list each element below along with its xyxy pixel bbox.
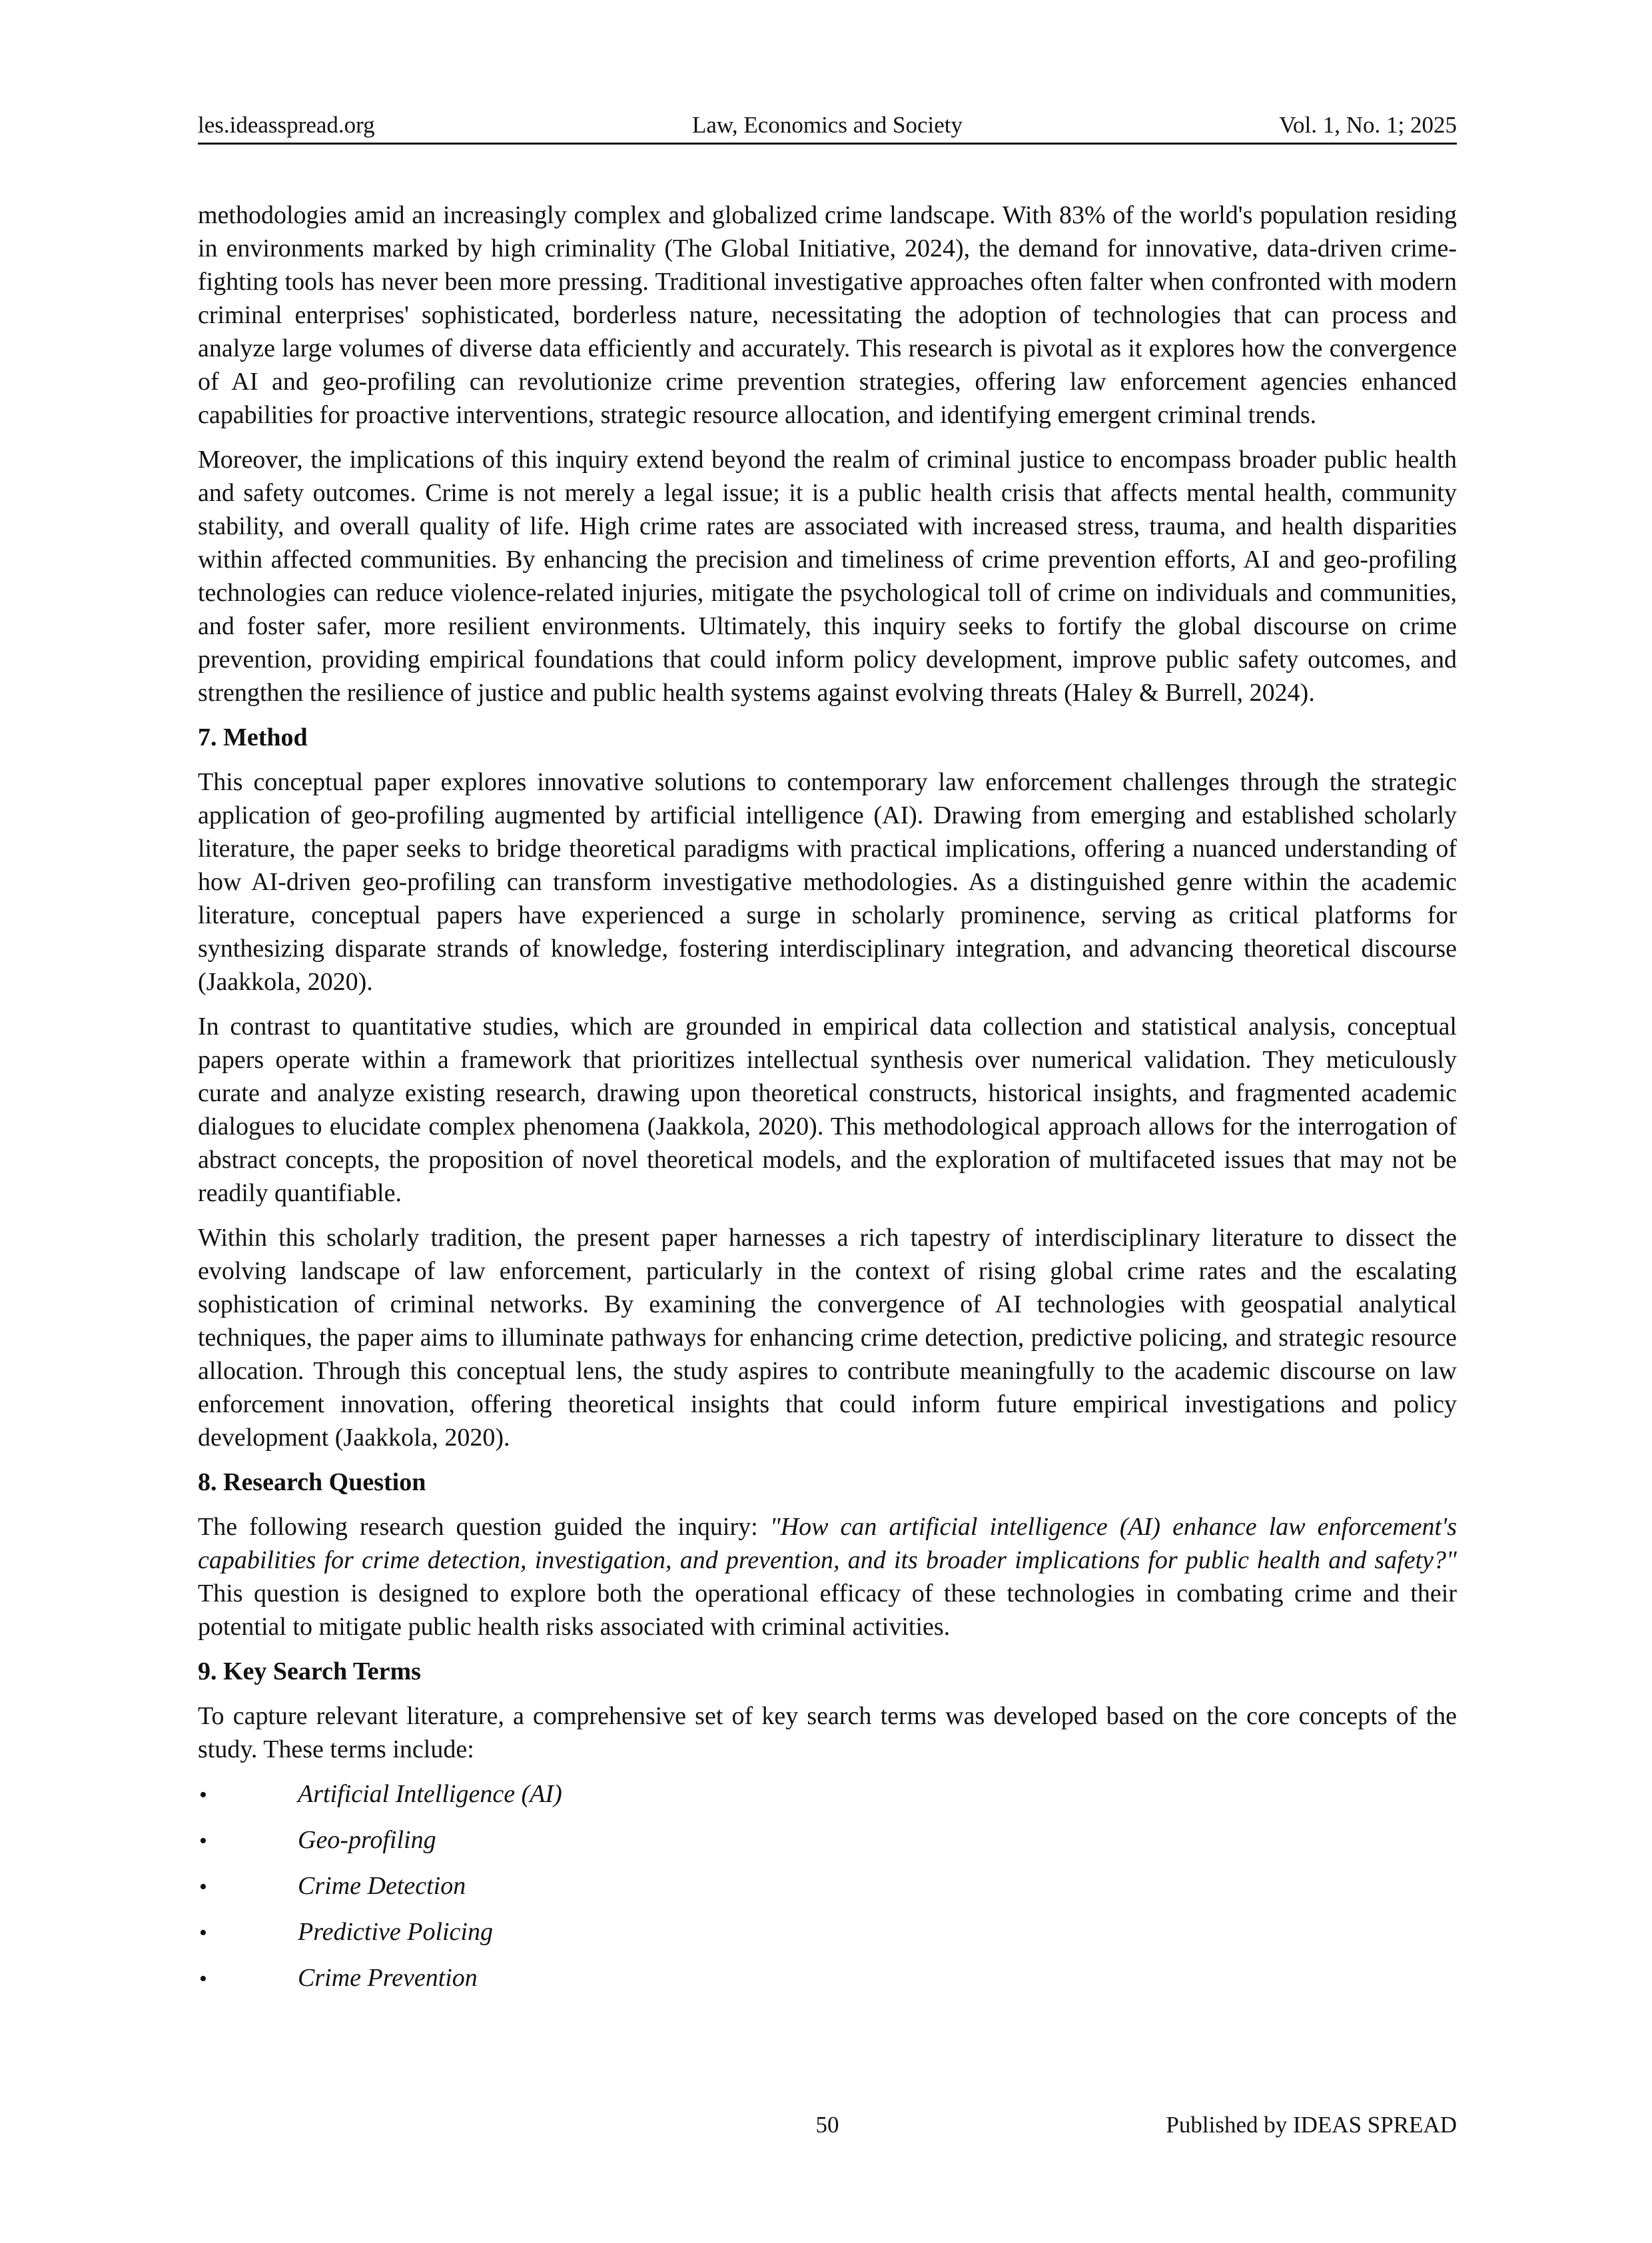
section-heading-key-search-terms: 9. Key Search Terms [198,1657,421,1685]
paragraph: Moreover, the implications of this inquiry extend beyond the realm of criminal justice to encompass broader public health and safety outcomes. Crime is not merely a legal issue; it is a public health crisis that affects mental health, community stability, and overall quality of life. High crime rates are associated with increased stress, trauma, and health disparities within affected communities. By enhancing the precision and timeliness of crime prevention efforts, AI and geo-profiling technologies can reduce violence-related injuries, mitigate the psychological toll of crime on individuals and communities, and foster safer, more resilient environments. Ultimately, this inquiry seeks to fortify the global discourse on crime prevention, providing empirical foundations that could inform policy development, improve public safety outcomes, and strengthen the resilience of justice and public health systems against evolving threats (Haley & Burrell, 2024). [198,446,1457,707]
search-term: Predictive Policing [298,1918,493,1946]
paragraph: This conceptual paper explores innovative solutions to contemporary law enforcement challenges through the strategic application of geo-profiling augmented by artificial intelligence (AI). Drawing from emerging and established scholarly literature, the paper seeks to bridge theoretical paradigms with practical implications, offering a nuanced understanding of how AI-driven geo-profiling can transform investigative methodologies. As a distinguished genre within the academic literature, conceptual papers have experienced a surge in scholarly prominence, serving as critical platforms for synthesizing disparate strands of knowledge, fostering interdisciplinary integration, and advancing theoretical discourse (Jaakkola, 2020). [198,768,1457,996]
search-term: Artificial Intelligence (AI) [298,1780,562,1808]
list-item [198,1823,1457,1858]
section-heading-research-question: 8. Research Question [198,1468,426,1496]
bullet-icon: • [199,1783,207,1807]
article-body [198,199,1457,2007]
paragraph: Within this scholarly tradition, the present paper harnesses a rich tapestry of interdisciplinary literature to dissect the evolving landscape of law enforcement, particularly in the context of rising global crime rates and the escalating sophistication of criminal networks. By examining the convergence of AI technologies with geospatial analytical techniques, the paper aims to illuminate pathways for enhancing crime detection, predictive policing, and strategic resource allocation. Through this conceptual lens, the study aspires to contribute meaningfully to the academic discourse on law enforcement innovation, offering theoretical insights that could inform future empirical investigations and policy development (Jaakkola, 2020). [198,1224,1457,1452]
search-term: Crime Detection [298,1872,466,1900]
publisher-credit: Published by IDEAS SPREAD [1166,2112,1457,2138]
section-heading-method: 7. Method [198,723,308,751]
paragraph: To capture relevant literature, a comprehensive set of key search terms was developed based on the core concepts of the study. These terms include: [198,1702,1457,1763]
header-volume: Vol. 1, No. 1; 2025 [1279,112,1457,138]
list-item [198,1915,1457,1950]
page-number: 50 [815,2112,839,2138]
search-terms-list [198,1777,1457,1996]
bullet-icon: • [199,1967,207,1991]
list-item [198,1961,1457,1996]
bullet-icon: • [199,1921,207,1945]
rq-question: "How can artificial intelligence (AI) enhance law enforcement's capabilities for crime detection, investigation, and prevention, and its broader implications for public health and safety?" [198,1513,1457,1574]
header-site: les.ideasspread.org [198,112,375,138]
list-item [198,1869,1457,1904]
bullet-icon: • [199,1875,207,1899]
paper-page [198,0,1457,2243]
running-header [198,111,1457,145]
rq-lead: The following research question guided the inquiry: [198,1513,770,1541]
search-term: Geo-profiling [298,1826,436,1854]
paragraph-research-question [198,1510,1457,1643]
header-journal: Law, Economics and Society [692,112,963,138]
list-item [198,1777,1457,1812]
bullet-icon: • [199,1829,207,1853]
paragraph: methodologies amid an increasingly complex and globalized crime landscape. With 83% of the world's population residing in environments marked by high criminality (The Global Initiative, 2024), the demand for innovative, data-driven crime-fighting tools has never been more pressing. Traditional investigative approaches often falter when confronted with modern criminal enterprises' sophisticated, borderless nature, necessitating the adoption of technologies that can process and analyze large volumes of diverse data efficiently and accurately. This research is pivotal as it explores how the convergence of AI and geo-profiling can revolutionize crime prevention strategies, offering law enforcement agencies enhanced capabilities for proactive interventions, strategic resource allocation, and identifying emergent criminal trends. [198,201,1457,429]
paragraph: In contrast to quantitative studies, which are grounded in empirical data collection and statistical analysis, conceptual papers operate within a framework that prioritizes intellectual synthesis over numerical validation. They meticulously curate and analyze existing research, drawing upon theoretical constructs, historical insights, and fragmented academic dialogues to elucidate complex phenomena (Jaakkola, 2020). This methodological approach allows for the interrogation of abstract concepts, the proposition of novel theoretical models, and the exploration of multifaceted issues that may not be readily quantifiable. [198,1013,1457,1207]
rq-tail: This question is designed to explore both the operational efficacy of these technologies in combating crime and their potential to mitigate public health risks associated with criminal activities. [198,1579,1457,1641]
search-term: Crime Prevention [298,1964,478,1992]
